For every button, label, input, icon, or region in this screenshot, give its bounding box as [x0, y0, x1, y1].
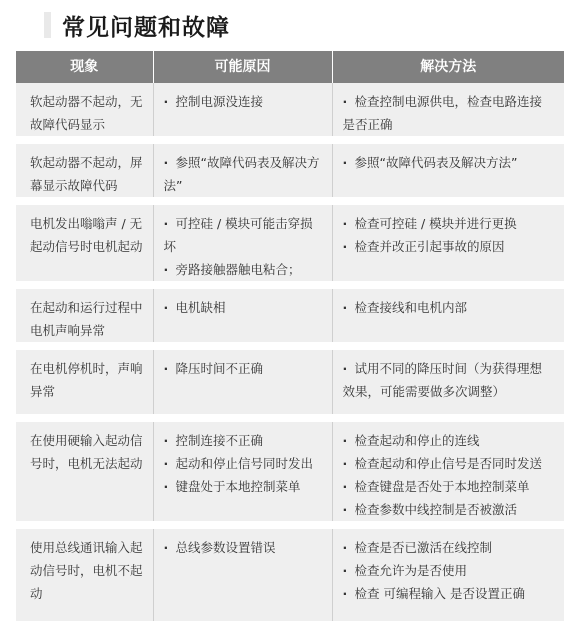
cause-item: · 起动和停止信号同时发出: [164, 452, 322, 475]
solution-item: · 检查起动和停止的连线: [343, 429, 555, 452]
cause-item: · 电机缺相: [164, 296, 322, 319]
cause-cell: [153, 285, 332, 346]
solution-item: · 检查是否已激活在线控制: [343, 536, 555, 559]
symptom-cell: 软起动器不起动，屏幕显示故障代码: [16, 140, 153, 201]
table-row: [16, 285, 564, 346]
solution-item: · 检查 可编程输入 是否设置正确: [343, 582, 555, 605]
table-row: [16, 525, 564, 625]
table-header-row: [16, 51, 564, 83]
table-body: [16, 83, 564, 625]
solution-item: · 检查可控硅 / 模块并进行更换: [343, 212, 555, 235]
heading-accent-bar: [44, 12, 51, 38]
cause-cell: [153, 140, 332, 201]
troubleshooting-table: [16, 51, 564, 629]
table-row: [16, 83, 564, 140]
symptom-cell: 在使用硬输入起动信号时，电机无法起动: [16, 418, 153, 525]
header-cause: 可能原因: [153, 51, 332, 83]
cause-item: · 降压时间不正确: [164, 357, 322, 380]
page-title: 常见问题和故障: [62, 15, 230, 41]
solution-item: · 试用不同的降压时间（为获得理想效果，可能需要做多次调整）: [343, 357, 555, 403]
cause-item: · 控制电源没连接: [164, 90, 322, 113]
symptom-cell: 在起动和运行过程中电机声响异常: [16, 285, 153, 346]
solution-cell: [332, 346, 564, 418]
solution-cell: [332, 285, 564, 346]
solution-item: · 检查并改正引起事故的原因: [343, 235, 555, 258]
cause-item: · 总线参数设置错误: [164, 536, 322, 559]
solution-item: · 检查键盘是否处于本地控制菜单: [343, 475, 555, 498]
page-heading: [0, 6, 569, 46]
cause-item: · 控制连接不正确: [164, 429, 322, 452]
cause-item: · 旁路接触器触电粘合；: [164, 258, 322, 281]
solution-item: · 检查起动和停止信号是否同时发送: [343, 452, 555, 475]
cause-cell: [153, 418, 332, 525]
solution-cell: [332, 525, 564, 625]
cause-cell: [153, 525, 332, 625]
solution-cell: [332, 83, 564, 140]
table-row: [16, 418, 564, 525]
cause-cell: [153, 83, 332, 140]
symptom-cell: 在电机停机时，声响异常: [16, 346, 153, 418]
table-row: [16, 140, 564, 201]
table-row: [16, 346, 564, 418]
cause-cell: [153, 201, 332, 285]
cause-cell: [153, 346, 332, 418]
solution-cell: [332, 201, 564, 285]
cause-item: · 键盘处于本地控制菜单: [164, 475, 322, 498]
cause-item: · 参照“故障代码表及解决方法”: [164, 151, 322, 197]
solution-item: · 检查参数中线控制是否被激活: [343, 498, 555, 521]
symptom-cell: 使用总线通讯输入起动信号时，电机不起动: [16, 525, 153, 625]
cause-item: · 可控硅 / 模块可能击穿损坏: [164, 212, 322, 258]
symptom-cell: 软起动器不起动，无故障代码显示: [16, 83, 153, 140]
table-row: [16, 201, 564, 285]
header-symptom: 现象: [16, 51, 153, 83]
solution-item: · 参照“故障代码表及解决方法”: [343, 151, 555, 174]
solution-cell: [332, 140, 564, 201]
solution-item: · 检查控制电源供电，检查电路连接是否正确: [343, 90, 555, 136]
symptom-cell: 电机发出嗡嗡声 / 无起动信号时电机起动: [16, 201, 153, 285]
solution-item: · 检查允许为是否使用: [343, 559, 555, 582]
solution-cell: [332, 418, 564, 525]
header-solution: 解决方法: [332, 51, 564, 83]
solution-item: · 检查接线和电机内部: [343, 296, 555, 319]
